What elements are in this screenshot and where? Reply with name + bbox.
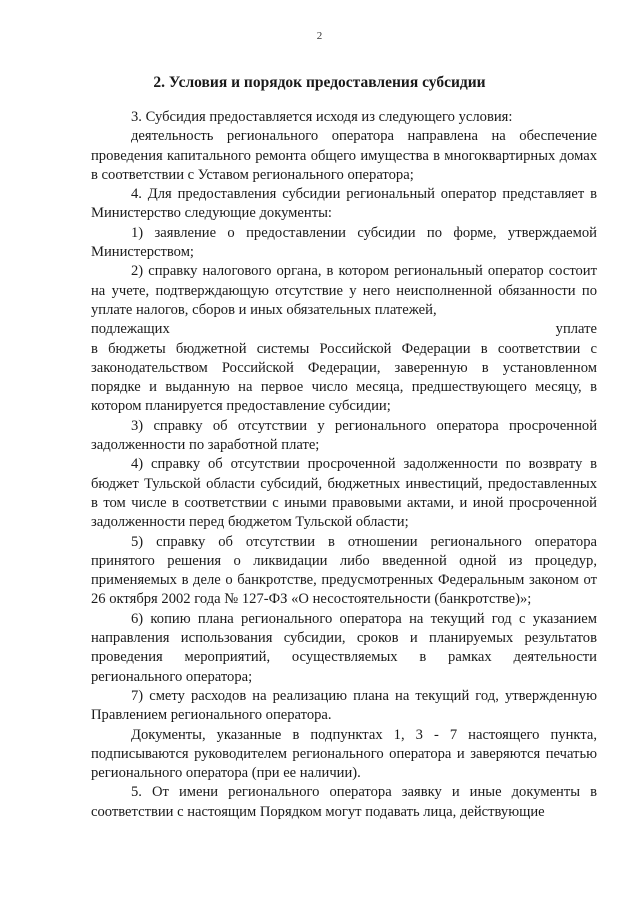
list-item-3: 3) справку об отсутствии у регионального оператора просроченной задолженности по заработной плате; [91,417,597,454]
list-item-2-part-a: 2) справку налогового органа, в котором региональный оператор состоит на учете, подтверждающую отсутствие у него неисполненной обязанности по уплате налогов, сборов и иных обязательных платежей, [91,263,597,318]
list-item-2-right-word: уплате [555,321,597,338]
paragraph-3: 3. Субсидия предоставляется исходя из следующего условия: [131,109,513,125]
list-item-7: 7) смету расходов на реализацию плана на текущий год, утвержденную Правлением регионального оператора. [91,687,597,724]
list-item-2-part-b: в бюджеты бюджетной системы Российской Федерации в соответствии с законодательством Российской Федерации, заверенную в установленном порядке и выданную на первое число месяца, предшествующего месяцу, в котором планируется предоставление субсидии; [91,340,597,415]
documents-note: Документы, указанные в подпунктах 1, 3 - 7 настоящего пункта, подписываются руководителем регионального оператора и заверяются печатью регионального оператора (при ее наличии). [91,726,597,782]
paragraph-4: 4. Для предоставления субсидии региональный оператор представляет в Министерство следующие документы: [91,186,597,222]
list-item-2-stretched-line [91,320,597,339]
list-item-2-left-word: подлежащих [91,321,170,338]
list-item-6: 6) копию плана регионального оператора на текущий год с указанием направления использования субсидии, сроков и планируемых результатов проведения мероприятий, осуществляемых в рамках деятельности регионального оператора; [91,610,597,685]
section-title: 2. Условия и порядок предоставления субсидии [153,74,486,91]
paragraph-3-condition: деятельность регионального оператора направлена на обеспечение проведения капитального ремонта общего имущества в многоквартирных домах в соответствии с Уставом регионального оператора; [91,128,597,183]
document-body [91,108,597,822]
paragraph-5: 5. От имени регионального оператора заявку и иные документы в соответствии с настоящим Порядком могут подавать лица, действующие [91,784,597,820]
page-number: 2 [316,30,323,42]
list-item-1: 1) заявление о предоставлении субсидии по форме, утверждаемой Министерством; [91,224,597,261]
list-item-5: 5) справку об отсутствии в отношении регионального оператора принятого решения о ликвидации либо введенной одной из процедур, применяемых в деле о банкротстве, предусмотренных Федеральным законом от 26 октября 2002 года № 127-ФЗ «О несостоятельности (банкротстве)»; [91,533,597,608]
list-item-4: 4) справку об отсутствии просроченной задолженности по возврату в бюджет Тульской области субсидий, бюджетных инвестиций, предоставленных в том числе в соответствии с иными правовыми актами, и иной просроченной задолженности перед бюджетом Тульской области; [91,456,597,531]
